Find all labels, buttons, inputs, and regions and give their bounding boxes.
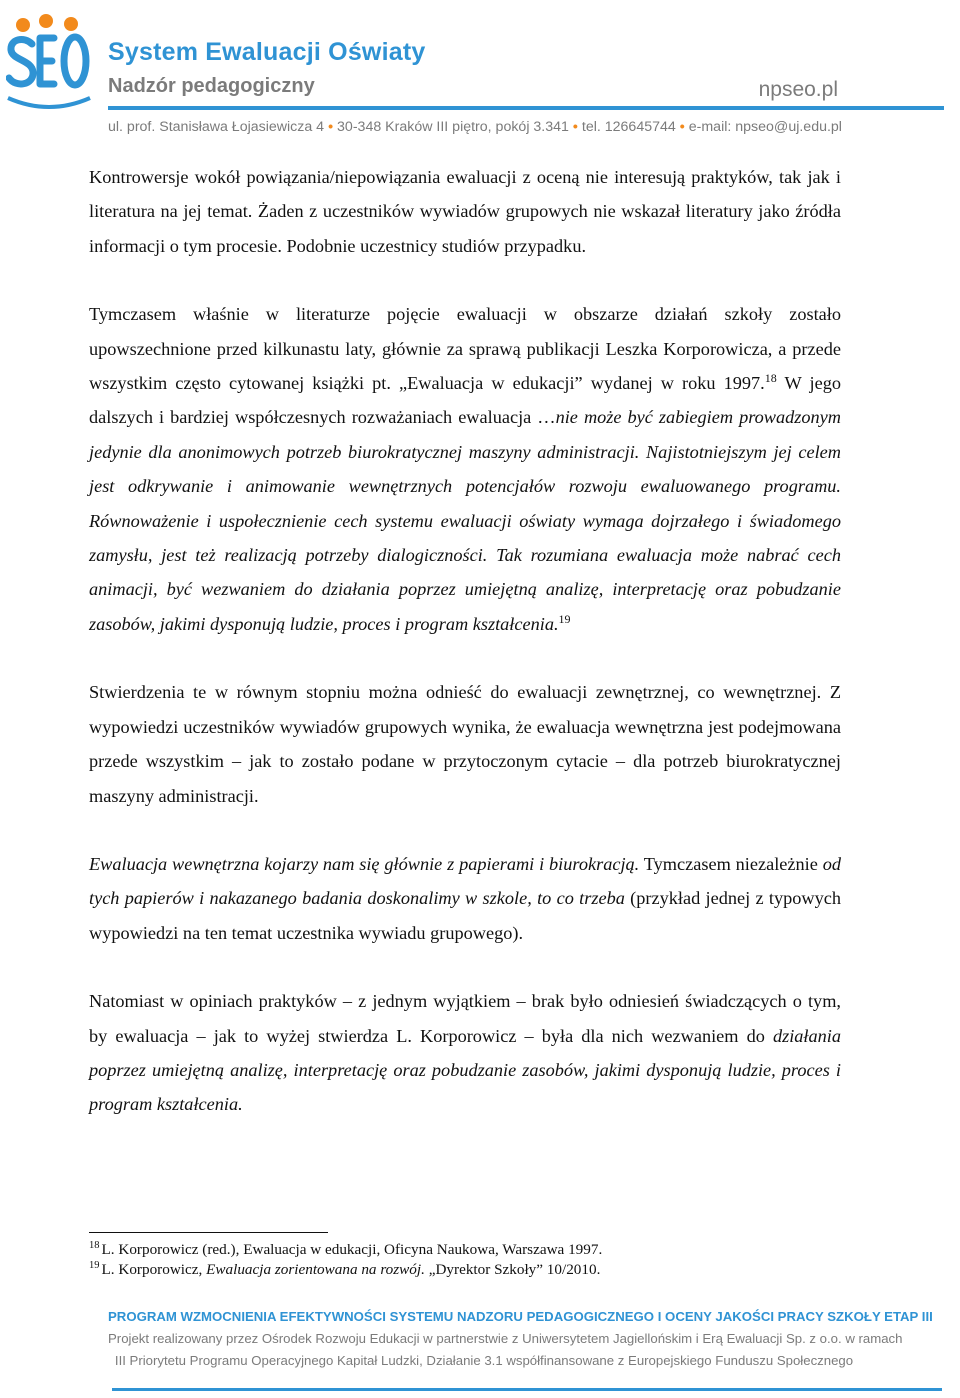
paragraph-3: Stwierdzenia te w równym stopniu można odnieść do ewaluacji zewnętrznej, co wewnętrznej. Z wypowiedzi uczestników wywiadów grupowych wynika, że ewaluacja wewnętrzna jest podejmowana przede wszystkim – jak to zostało podane w przytoczonym cytacie – dla potrzeb biurokratycznej maszyny administracji. [89,682,841,806]
paragraph-2-text-cont: W jego dalszych i bardziej współczesnych rozważaniach ewaluacja … [89,373,841,428]
bullet-icon: • [328,119,334,135]
paragraph-4-tail: (przykład jednej z typowych wypowiedzi na ten temat uczestnika wywiadu grupowego). [89,888,841,943]
korporowicz-quote: nie może być zabiegiem prowadzonym jedynie dla anonimowych potrzeb biurokratycznej maszyny administracji. Najistotniejszym jej celem jest odkrywanie i animowanie wewnętrznych potencjałów rozwoju ewaluowanego programu. Równoważenie i uspołecznienie cech systemu ewaluacji oświaty wymaga dojrzałego i świadomego zamysłu, jest też realizacją potrzeby dialogiczności. Tak rozumiana ewaluacja może nabrać cech animacji, być wezwaniem do działania poprzez umiejętną analizę, interpretację oraz pobudzanie zasobów, jakimi dysponują ludzie, proces i program kształcenia. [89,407,841,634]
footnote-text: L. Korporowicz, [101,1261,207,1278]
contact-address [108,119,842,135]
program-title: PROGRAM WZMOCNIENIA EFEKTYWNOŚCI SYSTEMU NADZORU PEDAGOGICZNEGO I OCENY JAKOŚCI PRACY SZKOŁY ETAP III [108,1309,933,1324]
email[interactable]: e-mail: npseo@uj.edu.pl [688,119,842,135]
phone: tel. 126645744 [581,119,676,135]
footnote-number: 19 [89,1260,100,1272]
paragraph-5-text: Natomiast w opiniach praktyków – z jednym wyjątkiem – brak było odniesień świadczących o tym, by ewaluacja – jak to wyżej stwierdza L. Korporowicz – była dla nich wezwaniem do [89,991,841,1046]
street: ul. prof. Stanisława Łojasiewicza 4 [108,119,325,135]
paragraph-2-text: Tymczasem właśnie w literaturze pojęcie ewaluacji w obszarze działań szkoły zostało upowszechnione przed kilkunastu laty, głównie za sprawą publikacji Leszka Korporowicza, a przede wszystkim często cytowanej książki pt. „Ewaluacja w edukacji” wydanej w roku 1997. [89,304,841,394]
paragraph-4-text: Tymczasem niezależnie [639,853,823,874]
participant-quote-cont: od tych papierów i nakazanego badania doskonalimy w szkole, to co trzeba [89,853,841,909]
footnotes [89,1240,849,1280]
footnote-ref-19[interactable]: 19 [558,611,571,626]
program-line-1: Projekt realizowany przez Ośrodek Rozwoju Edukacji w partnerstwie z Uniwersytetem Jagiellońskim i Erą Ewaluacji Sp. z o.o. w ramach [108,1331,903,1346]
footnote-number: 18 [89,1240,100,1252]
page-header [0,0,960,145]
program-footer [108,1306,933,1372]
website-link[interactable]: npseo.pl [758,78,838,101]
bullet-icon: • [572,119,578,135]
document-body [89,160,841,1122]
footnote-ref-18[interactable]: 18 [764,370,777,385]
paragraph-5-quote: działania poprzez umiejętną analizę, interpretację oraz pobudzanie zasobów, jakimi dysponują ludzie, proces i program kształcenia. [89,1025,841,1115]
footnote-title: Ewaluacja zorientowana na rozwój. [206,1261,425,1278]
paragraph-5 [89,984,841,1122]
brand-title: System Ewaluacji Oświaty [108,38,426,66]
header-divider [108,106,944,110]
program-line-2: III Priorytetu Programu Operacyjnego Kapitał Ludzki, Działanie 3.1 współfinansowane z Europejskiego Funduszu Społecznego [114,1353,854,1368]
footnote-source: „Dyrektor Szkoły” 10/2010. [424,1261,601,1278]
footnote-19 [89,1260,849,1280]
paragraph-1: Kontrowersje wokół powiązania/niepowiązania ewaluacji z oceną nie interesują praktyków, tak jak i literatura na jej temat. Żaden z uczestników wywiadów grupowych nie wskazał literatury jako źródła informacji o tym procesie. Podobnie uczestnicy studiów przypadku. [89,167,841,256]
seo-logo-icon [6,8,92,110]
city: 30-348 Kraków III piętro, pokój 3.341 [337,119,569,135]
bullet-icon: • [679,119,685,135]
brand-subtitle: Nadzór pedagogiczny [108,75,315,97]
footnote-18 [89,1240,849,1260]
footer-divider [112,1388,942,1391]
participant-quote: Ewaluacja wewnętrzna kojarzy nam się głównie z papierami i biurokracją. [89,853,640,874]
paragraph-4 [89,847,841,950]
footnote-divider [89,1232,328,1233]
footnote-text: L. Korporowicz (red.), Ewaluacja w edukacji, Oficyna Naukowa, Warszawa 1997. [101,1241,603,1258]
paragraph-2 [89,297,841,641]
